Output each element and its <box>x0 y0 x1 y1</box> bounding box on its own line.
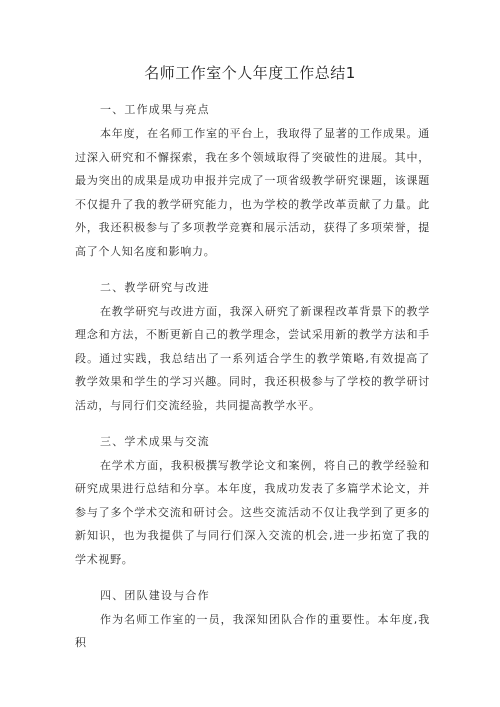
section-team-building <box>75 584 430 655</box>
document-body <box>75 98 430 667</box>
section-paragraph: 在教学研究与改进方面，我深入研究了新课程改革背景下的教学理念和方法，不断更新自己的教学理念，尝试采用新的教学方法和手段。通过实践，我总结出了一系列适合学生的教学策略,有效提高了教学效果和学生的学习兴趣。同时，我还积极参与了学校的教学研讨活动，与同行们交流经验，共同提高教学水平。 <box>75 304 430 412</box>
section-heading: 二、教学研究与改进 <box>100 280 210 294</box>
section-paragraph: 在学术方面，我积极撰写教学论文和案例，将自己的教学经验和研究成果进行总结和分享。本年度，我成功发表了多篇学术论文，并参与了多个学术交流和研讨会。这些交流活动不仅让我学到了更多的新知识，也为我提供了与同行们深入交流的机会,进一步拓宽了我的学术视野。 <box>75 458 430 566</box>
section-heading: 一、工作成果与亮点 <box>100 103 210 116</box>
section-teaching-research <box>75 276 430 418</box>
section-academic-exchange <box>75 430 430 572</box>
section-heading: 三、学术成果与交流 <box>100 434 210 448</box>
section-paragraph: 本年度，在名师工作室的平台上，我取得了显著的工作成果。通过深入研究和不懈探索，我在多个领域取得了突破性的进展。其中，最为突出的成果是成功申报并完成了一项省级教学研究课题，该课题不仅提升了我的教学研究能力，也为学校的教学改革贡献了力量。此外，我还积极参与了多项教学竞赛和展示活动，获得了多项荣誉，提高了个人知名度和影响力。 <box>75 127 430 258</box>
section-achievements <box>75 98 430 264</box>
section-heading: 四、团队建设与合作 <box>100 588 210 602</box>
document-title: 名师工作室个人年度工作总结1 <box>144 64 356 82</box>
section-paragraph: 作为名师工作室的一员，我深知团队合作的重要性。本年度,我积 <box>75 612 430 650</box>
